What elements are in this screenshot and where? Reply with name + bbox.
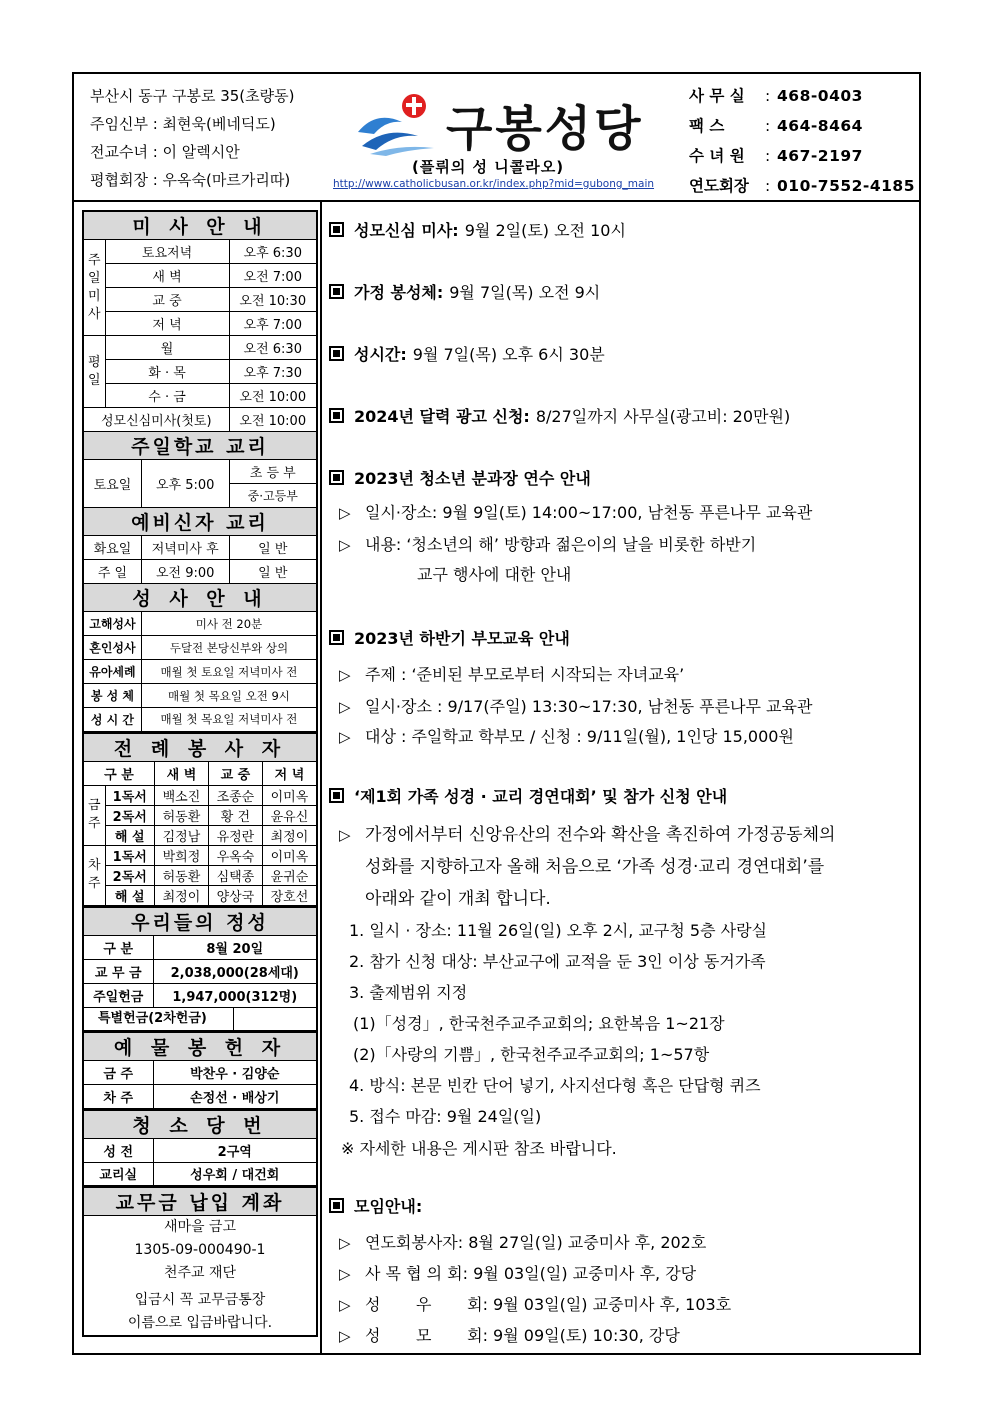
notice-item: 2. 참가 신청 대상: 부산교구에 교적을 둔 3인 이상 동거가족 xyxy=(349,952,766,971)
address: 부산시 동구 구봉로 35(초량동) xyxy=(90,87,295,105)
donors-header: 예 물 봉 헌 자 xyxy=(83,1033,317,1061)
square-bullet-icon xyxy=(329,408,344,423)
offering-value: 2,038,000(28세대) xyxy=(153,959,317,983)
catechumen-day: 화요일 xyxy=(83,536,141,560)
notice-item: 4. 방식: 본문 빈칸 단어 넣기, 사지선다형 혹은 단답형 퀴즈 xyxy=(349,1076,761,1095)
catechumen-header: 예비신자 교리 xyxy=(83,508,317,536)
mass-name: 새 벽 xyxy=(105,264,229,288)
notice-title: ‘제1회 가족 성경 · 교리 경연대회’ 및 참가 신청 안내 xyxy=(354,787,728,806)
square-bullet-icon xyxy=(329,470,344,485)
offering-header: 우리들의 정성 xyxy=(83,907,317,935)
offering-label: 교 무 금 xyxy=(83,959,153,983)
sacrament-info: 매월 첫 목요일 오전 9시 xyxy=(141,684,317,708)
parish-info xyxy=(90,86,295,198)
school-day: 토요일 xyxy=(83,460,141,508)
sacrament-info: 매월 첫 토요일 저녁미사 전 xyxy=(141,660,317,684)
logo xyxy=(356,86,656,166)
weekday-mass-label: 평 일 xyxy=(83,336,105,408)
notice-parent-education xyxy=(329,626,919,746)
sacrament-name: 유아세례 xyxy=(83,660,141,684)
servers-table xyxy=(82,733,318,907)
mass-time: 오전 6:30 xyxy=(229,336,317,360)
sacrament-info: 미사 전 20분 xyxy=(141,612,317,636)
sacrament-name: 성 시 간 xyxy=(83,708,141,732)
notice-text: 9월 7일(목) 오후 6시 30분 xyxy=(412,345,605,364)
notice-line: ▷내용: ‘청소년의 해’ 방향과 젊은이의 날을 비롯한 하반기 xyxy=(339,532,756,555)
triangle-bullet-icon xyxy=(339,535,355,554)
mass-time: 오후 7:30 xyxy=(229,360,317,384)
server-name: 장호선 xyxy=(262,885,317,906)
cleaning-table xyxy=(82,1110,318,1188)
account-note: 입금시 꼭 교무금통장 xyxy=(134,1292,266,1308)
patron-saint: (플뤼의 성 니콜라오) xyxy=(412,158,565,176)
cleaning-place: 교리실 xyxy=(83,1162,153,1186)
square-bullet-icon xyxy=(329,630,344,645)
donor-names: 손정선 · 배상기 xyxy=(153,1085,317,1109)
mass-time: 오전 10:00 xyxy=(229,384,317,408)
offering-value: 1,947,000(312명) xyxy=(153,983,317,1007)
mass-time: 오전 10:30 xyxy=(229,288,317,312)
triangle-bullet-icon xyxy=(339,1295,355,1314)
meeting-line: ▷ 성 우 회: 9월 03일(일) 교중미사 후, 103호 xyxy=(339,1292,731,1315)
notice-youth-training xyxy=(329,466,919,586)
mass-time: 오후 7:00 xyxy=(229,312,317,336)
square-bullet-icon xyxy=(329,222,344,237)
cleaning-group: 성우회 / 대건회 xyxy=(153,1162,317,1186)
notice-title: 성모신심 미사: xyxy=(354,221,459,240)
council-president: 평협회장 : 우옥숙(마르가리따) xyxy=(90,171,291,189)
notice-title: 2023년 청소년 분과장 연수 안내 xyxy=(354,469,591,488)
server-name: 양상국 xyxy=(208,885,262,906)
catechumen-group: 일 반 xyxy=(229,536,317,560)
notice-line: ▷일시·장소 : 9/17(주일) 13:30~17:30, 남천동 푸른나무 교육관 xyxy=(339,694,812,717)
account-bank: 새마을 금고 xyxy=(163,1219,237,1235)
servers-header: 전 례 봉 사 자 xyxy=(83,733,317,761)
cleaning-header: 청 소 당 번 xyxy=(83,1110,317,1138)
triangle-bullet-icon xyxy=(339,1264,355,1283)
server-name: 윤유신 xyxy=(262,805,317,825)
mass-name: 수 · 금 xyxy=(105,384,229,408)
contact-convent: 수 녀 원 : 467-2197 xyxy=(689,147,863,165)
mass-time: 오후 6:30 xyxy=(229,240,317,264)
school-time: 오후 5:00 xyxy=(141,460,229,508)
sunday-mass-label: 주 일 미 사 xyxy=(83,240,105,336)
notice-line: 교구 행사에 대한 안내 xyxy=(417,565,572,584)
notice-line: ▷대상 : 주일학교 학부모 / 신청 : 9/11일(월), 1인당 15,000원 xyxy=(339,724,794,747)
donor-week: 차 주 xyxy=(83,1085,153,1109)
column-divider xyxy=(320,202,322,1353)
notice-intro: ▷가정에서부터 신앙유산의 전수와 확산을 촉진하여 가정공동체의 xyxy=(339,820,835,845)
donor-names: 박찬우 · 김양순 xyxy=(153,1061,317,1085)
sacrament-name: 혼인성사 xyxy=(83,636,141,660)
account-note: 이름으로 입금바랍니다. xyxy=(127,1315,273,1331)
mass-name: 교 중 xyxy=(105,288,229,312)
server-name: 윤귀순 xyxy=(262,865,317,885)
notice-family-bible-contest xyxy=(329,784,919,1164)
account-table xyxy=(82,1187,318,1337)
square-bullet-icon xyxy=(329,346,344,361)
donors-table xyxy=(82,1032,318,1110)
header xyxy=(74,74,919,202)
server-name: 최정이 xyxy=(262,825,317,845)
meeting-line: ▷ 성 모 회: 9월 09일(토) 10:30, 강당 xyxy=(339,1323,680,1346)
notice-text: 9월 7일(목) 오전 9시 xyxy=(449,283,601,302)
server-name: 조종순 xyxy=(208,785,262,805)
offering-value: 8월 20일 xyxy=(153,935,317,959)
server-name: 우옥숙 xyxy=(208,845,262,865)
servers-col: 교 중 xyxy=(208,761,262,785)
servers-week-label: 차 주 xyxy=(83,845,105,906)
sister: 전교수녀 : 이 알렉시안 xyxy=(90,143,240,161)
mass-name: 토요저녁 xyxy=(105,240,229,264)
meeting-line: ▷연도회봉사자: 8월 27일(일) 교중미사 후, 202호 xyxy=(339,1230,706,1253)
notice-line: ▷일시·장소: 9월 9일(토) 14:00~17:00, 남천동 푸른나무 교육관 xyxy=(339,500,812,523)
notice-line: ▷주제 : ‘준비된 부모로부터 시작되는 자녀교육’ xyxy=(339,662,684,685)
account-number: 1305-09-000490-1 xyxy=(134,1242,266,1258)
server-name: 이미옥 xyxy=(262,785,317,805)
notice-text: 9월 2일(토) 오전 10시 xyxy=(464,221,626,240)
sacrament-info: 두달전 본당신부와 상의 xyxy=(141,636,317,660)
contacts xyxy=(689,86,915,206)
contact-fax: 팩 스 : 464-8464 xyxy=(689,117,863,135)
account-header: 교무금 납입 계좌 xyxy=(83,1188,317,1216)
catechumen-time: 저녁미사 후 xyxy=(141,536,229,560)
square-bullet-icon xyxy=(329,284,344,299)
sacrament-name: 고해성사 xyxy=(83,612,141,636)
triangle-bullet-icon xyxy=(339,697,355,716)
servers-week-label: 금 주 xyxy=(83,785,105,845)
sacrament-name: 봉 성 체 xyxy=(83,684,141,708)
sunday-school-header: 주일학교 교리 xyxy=(83,432,317,460)
notice-home-communion xyxy=(329,280,600,303)
triangle-bullet-icon xyxy=(339,503,355,522)
mass-time: 오전 10:00 xyxy=(229,408,317,432)
parish-logo-icon xyxy=(356,92,442,156)
pastor: 주임신부 : 최현욱(베네딕도) xyxy=(90,115,276,133)
school-grade: 초 등 부 xyxy=(229,460,317,484)
servers-col: 저 녁 xyxy=(262,761,317,785)
account-info xyxy=(83,1216,317,1337)
servers-role: 2독서 xyxy=(105,865,155,885)
notice-title: 2024년 달력 광고 신청: xyxy=(354,407,530,426)
server-name: 허동환 xyxy=(155,865,209,885)
servers-role: 2독서 xyxy=(105,805,155,825)
mass-name: 월 xyxy=(105,336,229,360)
info-table xyxy=(82,210,318,733)
cleaning-group: 2구역 xyxy=(153,1138,317,1162)
sacrament-info: 매월 첫 목요일 저녁미사 전 xyxy=(141,708,317,732)
sacraments-header: 성 사 안 내 xyxy=(83,584,317,612)
notice-intro: 아래와 같이 개최 합니다. xyxy=(365,889,551,909)
notice-item: 5. 접수 마감: 9월 24일(일) xyxy=(349,1107,542,1126)
servers-role: 1독서 xyxy=(105,785,155,805)
notice-marian-mass xyxy=(329,218,626,241)
notice-title: 가정 봉성체: xyxy=(354,283,444,302)
notice-calendar-ad xyxy=(329,404,790,427)
bulletin-frame xyxy=(72,72,921,1355)
catechumen-group: 일 반 xyxy=(229,560,317,584)
notice-title: 모임안내: xyxy=(354,1197,423,1216)
servers-role: 1독서 xyxy=(105,845,155,865)
mass-name: 성모신심미사(첫토) xyxy=(83,408,229,432)
square-bullet-icon xyxy=(329,788,344,803)
triangle-bullet-icon xyxy=(339,1326,355,1345)
parish-title: 구봉성당 xyxy=(446,101,644,157)
notice-footnote: ※ 자세한 내용은 게시판 참조 바랍니다. xyxy=(341,1139,617,1158)
contact-yeondo: 연도회장 : 010-7552-4185 xyxy=(689,177,916,195)
servers-role: 해 설 xyxy=(105,885,155,906)
server-name: 심택종 xyxy=(208,865,262,885)
server-name: 박희정 xyxy=(155,845,209,865)
offering-label: 구 분 xyxy=(83,935,153,959)
offering-table xyxy=(82,907,318,1033)
notice-item: (1)「성경」, 한국천주교주교회의; 요한복음 1~21장 xyxy=(353,1014,725,1033)
donor-week: 금 주 xyxy=(83,1061,153,1085)
notice-title: 2023년 하반기 부모교육 안내 xyxy=(354,629,570,648)
triangle-bullet-icon xyxy=(339,825,355,845)
server-name: 이미옥 xyxy=(262,845,317,865)
server-name: 최정이 xyxy=(155,885,209,906)
cleaning-place: 성 전 xyxy=(83,1138,153,1162)
offering-label: 주일헌금 xyxy=(83,983,153,1007)
notice-title: 성시간: xyxy=(354,345,407,364)
mass-header: 미 사 안 내 xyxy=(83,211,317,240)
servers-col: 새 벽 xyxy=(155,761,209,785)
triangle-bullet-icon xyxy=(339,665,355,684)
server-name: 황 건 xyxy=(208,805,262,825)
notice-intro: 성화를 지향하고자 올해 처음으로 ‘가족 성경·교리 경연대회’를 xyxy=(365,857,825,877)
mass-name: 저 녁 xyxy=(105,312,229,336)
catechumen-day: 주 일 xyxy=(83,560,141,584)
notice-holy-hour xyxy=(329,342,605,365)
triangle-bullet-icon xyxy=(339,727,355,746)
notice-item: 3. 출제범위 지정 xyxy=(349,983,468,1002)
contact-office: 사 무 실 : 468-0403 xyxy=(689,87,863,105)
mass-time: 오전 7:00 xyxy=(229,264,317,288)
notice-item: 1. 일시 · 장소: 11월 26일(일) 오후 2시, 교구청 5층 사랑실 xyxy=(349,921,768,940)
server-name: 김정남 xyxy=(155,825,209,845)
square-bullet-icon xyxy=(329,1198,344,1213)
school-grade: 중·고등부 xyxy=(229,484,317,508)
website-link[interactable]: http://www.catholicbusan.or.kr/index.php?mid=gubong_main xyxy=(333,178,655,190)
notice-meetings xyxy=(329,1194,919,1344)
servers-col: 구 분 xyxy=(83,761,155,785)
meeting-line: ▷사 목 협 의 회: 9월 03일(일) 교중미사 후, 강당 xyxy=(339,1261,696,1284)
notice-text: 8/27일까지 사무실(광고비: 20만원) xyxy=(535,407,791,426)
server-name: 허동환 xyxy=(155,805,209,825)
triangle-bullet-icon xyxy=(339,1233,355,1252)
left-column xyxy=(82,210,318,1337)
special-offering-row xyxy=(83,1007,317,1031)
servers-role: 해 설 xyxy=(105,825,155,845)
notice-item: (2)「사랑의 기쁨」, 한국천주교주교회의; 1~57항 xyxy=(353,1045,710,1064)
mass-name: 화 · 목 xyxy=(105,360,229,384)
server-name: 유정란 xyxy=(208,825,262,845)
catechumen-time: 오전 9:00 xyxy=(141,560,229,584)
account-holder: 천주교 재단 xyxy=(163,1265,237,1281)
server-name: 백소진 xyxy=(155,785,209,805)
offering-label: 특별헌금(2차헌금) xyxy=(98,1008,234,1030)
